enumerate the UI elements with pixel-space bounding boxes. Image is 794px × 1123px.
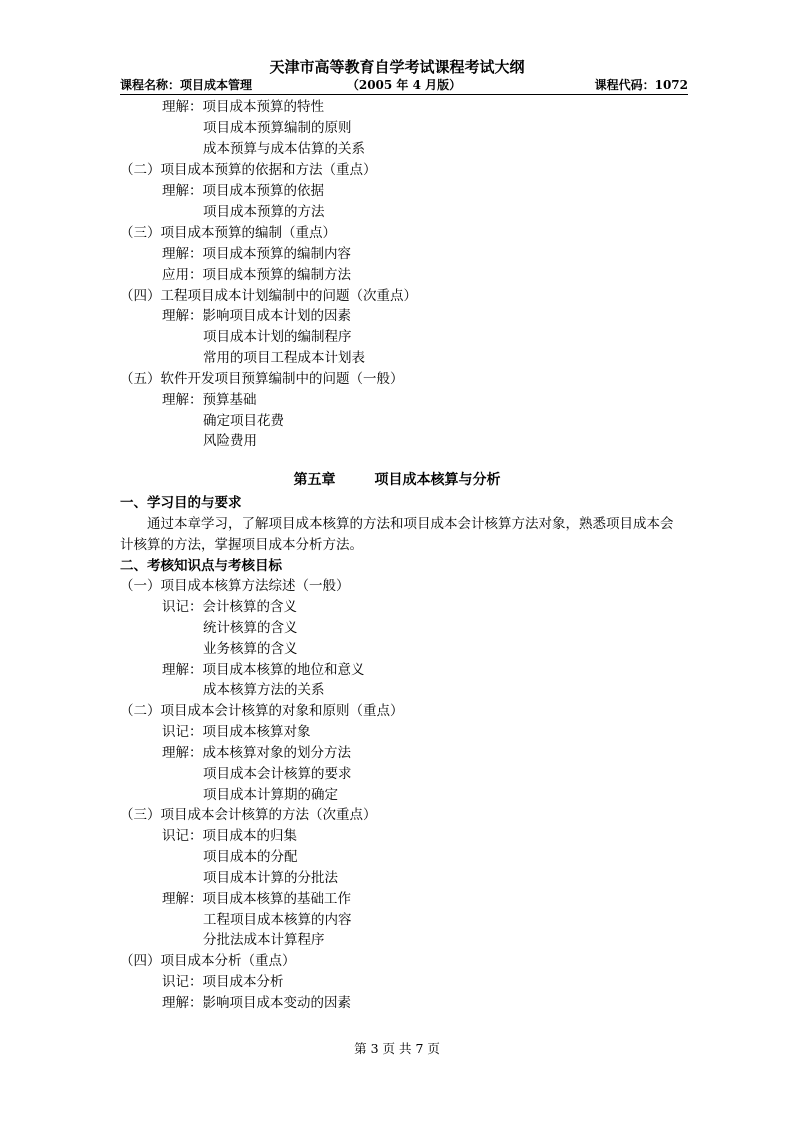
list-item: 理解：影响项目成本变动的因素 (162, 995, 351, 1011)
document-title: 天津市高等教育自学考试课程考试大纲 (269, 58, 525, 76)
list-item: 识记：项目成本核算对象 (162, 724, 311, 740)
subsection-heading: （三）项目成本预算的编制（重点） (120, 225, 336, 241)
list-item: 风险费用 (203, 433, 257, 449)
list-item: 成本预算与成本估算的关系 (203, 141, 365, 157)
list-item: 项目成本会计核算的要求 (203, 766, 352, 782)
list-item: 项目成本预算编制的原则 (203, 120, 352, 136)
list-item: 业务核算的含义 (203, 641, 298, 657)
list-item: 理解：项目成本核算的基础工作 (162, 891, 351, 907)
running-header (120, 76, 688, 95)
list-item: 确定项目花费 (203, 413, 284, 429)
list-item: 成本核算方法的关系 (203, 682, 325, 698)
subsection-heading: （二）项目成本会计核算的对象和原则（重点） (120, 703, 404, 719)
section-paragraph: 通过本章学习，了解项目成本核算的方法和项目成本会计核算方法对象，熟悉项目成本会计核算的方法，掌握项目成本分析方法。 (120, 516, 674, 553)
list-item: 分批法成本计算程序 (203, 932, 325, 948)
list-item: 统计核算的含义 (203, 620, 298, 636)
list-item: 理解：项目成本预算的特性 (162, 99, 324, 115)
list-item: 应用：项目成本预算的编制方法 (162, 267, 351, 283)
list-item: 项目成本计划的编制程序 (203, 329, 352, 345)
list-item: 识记：项目成本的归集 (162, 828, 297, 844)
list-item: 项目成本计算期的确定 (203, 787, 338, 803)
subsection-heading: （四）项目成本分析（重点） (120, 953, 296, 969)
course-name: 课程名称：项目成本管理 (120, 78, 253, 92)
list-item: 项目成本的分配 (203, 849, 298, 865)
edition: （2005 年 4 月版） (346, 78, 462, 92)
section-heading: 一、学习目的与要求 (120, 495, 242, 511)
list-item: 理解：影响项目成本计划的因素 (162, 308, 351, 324)
subsection-heading: （五）软件开发项目预算编制中的问题（一般） (120, 371, 404, 387)
chapter-title: 第五章 项目成本核算与分析 (293, 472, 501, 488)
list-item: 理解：项目成本预算的编制内容 (162, 246, 351, 262)
subsection-heading: （二）项目成本预算的依据和方法（重点） (120, 162, 377, 178)
course-code: 课程代码：1072 (594, 78, 688, 92)
list-item: 识记：会计核算的含义 (162, 599, 297, 615)
list-item: 理解：预算基础 (162, 392, 257, 408)
subsection-heading: （四）工程项目成本计划编制中的问题（次重点） (120, 288, 417, 304)
list-item: 项目成本计算的分批法 (203, 870, 338, 886)
subsection-heading: （一）项目成本核算方法综述（一般） (120, 578, 350, 594)
list-item: 理解：项目成本核算的地位和意义 (162, 662, 365, 678)
list-item: 理解：成本核算对象的划分方法 (162, 745, 351, 761)
list-item: 识记：项目成本分析 (162, 974, 284, 990)
section-heading: 二、考核知识点与考核目标 (120, 558, 282, 574)
list-item: 工程项目成本核算的内容 (203, 912, 352, 928)
subsection-heading: （三）项目成本会计核算的方法（次重点） (120, 807, 377, 823)
list-item: 理解：项目成本预算的依据 (162, 183, 324, 199)
page-footer: 第 3 页 共 7 页 (354, 1041, 440, 1056)
list-item: 项目成本预算的方法 (203, 204, 325, 220)
list-item: 常用的项目工程成本计划表 (203, 350, 365, 366)
